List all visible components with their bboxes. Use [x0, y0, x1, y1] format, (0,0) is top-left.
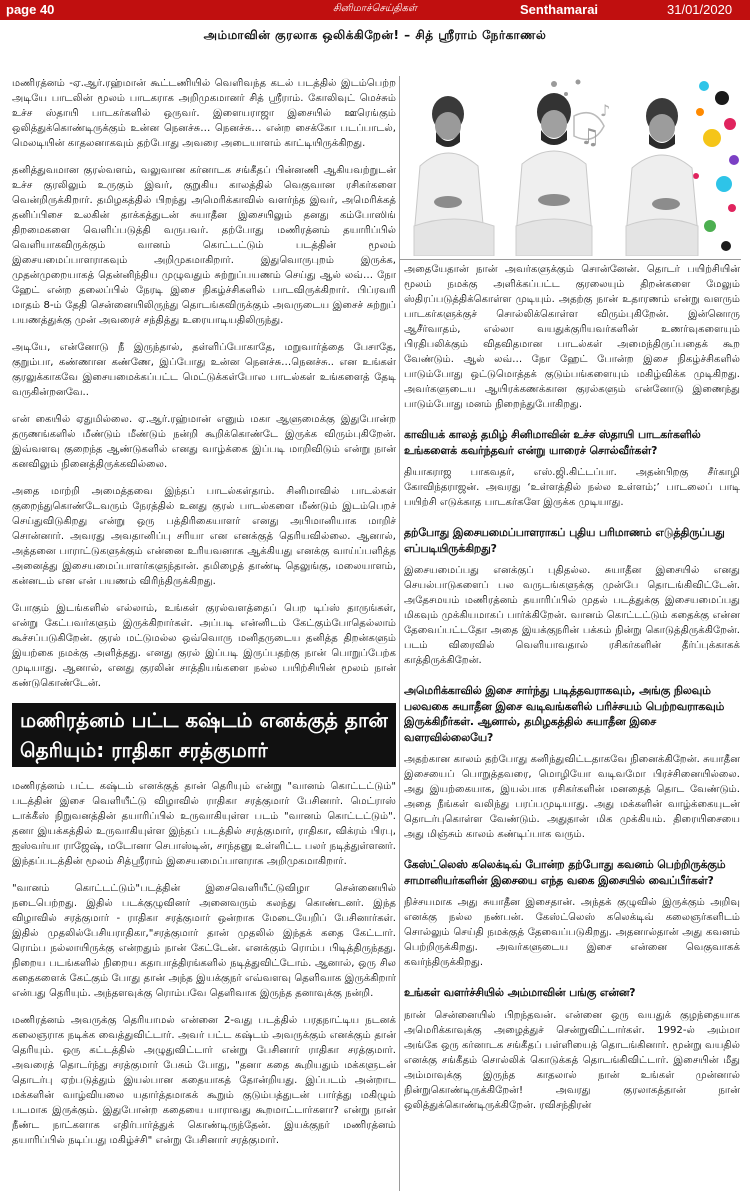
- body-paragraph: "வானம் கொட்டட்டும்"படத்தின் இசைவெளியீட்டுவிழா சென்னையில் நடைபெற்றது. இதில் படக்குழுவினர் அனைவரும் கலந்து கொண்டனர். இந்த விழாவில் சரத்குமார் - ராதிகா சரத்குமார் ஒன்றாக மேடையேறிப் பேசினார்கள். இதில் முதலில்பேசியராதிகா,"சரத்குமார் தான் முதலில் இந்தக் கதை கேட்டார். ரொம்ப நல்லாயிருக்கு என்றதும் நான் கேட்டேன். எனக்கும் ரொம்ப பிடித்திருந்தது. நிறைய படங்களில் நிறைய கதாபாத்திரங்களில் நடித்துவிட்டோம். ஆனால், ஒரு சில கதைகளைக் கேட்கும் போது தான் அந்த இயக்குநர் எவ்வளவு தெளிவாக இருக்கிறார் என்பது தெரியும். அந்தளவுக்கு ரொம்பவே தெளிவாக இருந்த தனாவுக்கு நன்றி.: [12, 883, 396, 999]
- sub-article-headline: மணிரத்னம் பட்ட கஷ்டம் எனக்குத் தான் தெரியும்: ராதிகா சரத்குமார்: [12, 703, 396, 767]
- body-paragraph: என் கையில் ஏதுமில்லை. ஏ.ஆர்.ரஹ்மான் எனும் மகா ஆளுமைக்கு இதுபோன்ற தருணங்களில் மீண்டும் மீண்டும் நன்றி கூறிக்கொண்டே இருக்க விரும்புகிறேன். இவ்வளவு குறைந்த ஆண்டுகளில் எனது வாழ்க்கை இப்படி மாறிவிடும் என்று நான் கனவிலும் நினைத்திருக்கவில்லை.: [12, 414, 396, 470]
- body-paragraph: தனித்துவமான குரல்வளம், வலுவான கர்னாடக சங்கீதப் பின்னணி ஆகியவற்றுடன் உச்ச குரலிலும் உருகும் இவர், குறுகிய காலத்தில் வெகுவான ரசிகர்களை வென்றிருக்கிறார். தமிழகத்தில் பிறந்து அமெரிக்காவில் வளர்ந்த இவர், அமெரிக்கத் தனிப்பிசை உலகின் தாக்கத்துடன் சுயாதீன இசையிலும் தனது கம்போஸிங் திறமைகளை வெளிப்படுத்தி வருபவர். தற்போது மணிரத்னம் தயாரிப்பில் வெளியாகவிருக்கும் வானம் கொட்டட்டும் படத்தின் மூலம் இசையமைப்பாளராகவும் அறிமுகமாகிறார். இதுவொருபுறம் இருக்க, முதன்முறையாகத் தென்னிந்திய முழுவதும் சுற்றுப்பயணம் செய்து ஆல் லவ்… நோ ஹேட் என்ற தலைப்பில் நேரடி இசை நிகழ்ச்சிகளில் பாடவிருக்கிறார். பிப்ரவரி மாதம் 8-ம் தேதி சென்னையிலிருந்து தொடங்கவிருக்கும் அவருடைய இசைச் சுற்றுப் பயணத்துக்கு முன் அவரைச் சந்தித்து உரையாடியதிலிருந்து.: [12, 165, 396, 326]
- interview-answer: இசையமைப்பது எனக்குப் புதிதல்ல. சுயாதீன இசையில் எனது செயல்பாடுகளைப் பல வருடங்களுக்கு முன்பே தொடங்கிவிட்டேன். அதேசமயம் மணிரத்னம் தயாரிப்பில் முதல் படத்துக்கு இசையமைப்பது மிகவும் முக்கியமாகப் பார்க்கிறேன். வானம் கொட்டட்டும் கதைக்கு என்ன தேவைப்பட்டதோ அதை இயக்குநரின் பக்கம் நின்று கொடுத்திருக்கிறேன். படம் விரைவில் வெளியாவதால் ரசிகர்களின் தீர்ப்புக்காகக் காத்திருக்கிறேன்.: [404, 565, 740, 666]
- issue-date: 31/01/2020: [667, 2, 733, 17]
- interview-answer: அதற்கான காலம் தற்போது கனிந்துவிட்டதாகவே நினைக்கிறேன். சுயாதீன இசையைப் பொறுத்தவரை, மொழியோ வடிவமோ பிரச்சினையில்லை. அது இயற்கையாக, இயல்பாக ரசிகர்களின் மனதைத் தொட வேண்டும். அதை நீங்கள் வலிந்து பரப்பமுடியாது. அது மக்களின் வாழ்க்கையுடன் தொடர்புகொள்ள வேண்டும். அதுதான் மிக முக்கியம். திரையிசையை அது மிஞ்சும் காலம் கண்டிப்பாக வரும்.: [404, 754, 740, 840]
- interview-answer: தியாகராஜ பாகவதர், எஸ்.ஜி.கிட்டப்பா. அதன்பிறகு சீர்காழி கோவிந்தராஜன். அவரது ‘உள்ளத்தில் நல்ல உள்ளம்;’ பாடலைப் பாடி பயிற்சி எடுக்காத பாடகர்களே இருக்க முடியாது.: [404, 467, 740, 508]
- svg-text:♫: ♫: [580, 125, 600, 150]
- interview-question: அமெரிக்காவில் இசை சார்ந்து படித்தவராகவும், அங்கு நிலவும் பலவகை சுயாதீன இசை வடிவங்களில் பரிச்சயம் பெற்றவராகவும் இருக்கிறீர்கள். ஆனால், தமிழகத்தில் சுயாதீன இசை வளரவில்லையே?: [404, 684, 725, 744]
- interview-question: உங்கள் வளர்ச்சியில் அம்மாவின் பங்கு என்ன?: [404, 986, 636, 999]
- magazine-name: Senthamarai: [520, 2, 599, 17]
- body-paragraph: அடியே, என்னோடு நீ இருந்தால், தள்ளிப்போகாதே, மறுவார்த்தை பேசாதே, குறும்பா, கண்ணான கண்ணே, இப்போது உன்ன நெனச்சு…நெனச்சு.. என உங்கள் குரலுக்காகவே இசையமைக்கப்பட்ட மெட்டுக்கள்போல பாடல்கள் உங்களைத் தேடி வருகின்றனவே..: [12, 342, 396, 398]
- body-paragraph: அதையேதான் நான் அவர்களுக்கும் சொன்னேன். தொடர் பயிற்சியின் மூலம் நமக்கு அளிக்கப்பட்ட குரலையும் திறன்களை மேலும் ஸ்திரப்படுத்திக்கொள்ள முடியும். அதற்கு நான் உதாரணம் என்று வளரும் பாடகர்களுக்குச் சொல்லிக்கொள்ள விரும்புகிறேன். இன்னொரு ஆசீர்வாதம், எல்லா வயதுக்குரியவர்களின் உணர்வுகளையும் பிரதிபலிக்கும் விதவிதமான பாடல்கள் அமைந்திருப்பதைக் கூற வேண்டும். ஆல் லவ்… நோ ஹேட் போன்ற இசை நிகழ்ச்சிகளில் பாடும்போது ஒட்டுமொத்தக் குடும்பங்களையும் மகிழ்விக்க முடிகிறது. அவர்களுடைய ஆயிரக்கணக்கான குரல்களும் என்னோடு இணைந்து பாடும்போது மனம் நிறைந்துபோகிறது.: [404, 264, 740, 410]
- interview-question: தற்போது இசையமைப்பாளராகப் புதிய பரிமாணம் எடுத்திருப்பது எப்படியிருக்கிறது?: [404, 526, 725, 555]
- interview-question: காவியக் காலத் தமிழ் சினிமாவின் உச்ச ஸ்தாயி பாடகர்களில் உங்களைக் கவர்ந்தவர் என்று யாரைச் சொல்வீர்கள்?: [404, 428, 701, 457]
- photo-rule: [400, 259, 741, 260]
- article-headline: அம்மாவின் குரலாக ஒலிக்கிறேன்! – சித் ஸ்ரீராம் நேர்காணல்: [203, 28, 547, 42]
- photo-illustration: [404, 76, 740, 256]
- section-title: சினிமாச்செய்திகள்: [332, 3, 418, 14]
- body-paragraph: மணிரத்னம் அவருக்கு தெரியாமல் என்னை 2-வது படத்தில் பரதநாட்டிய நடனக் கலைஞராக நடிக்க வைத்துவிட்டார். அவர் பட்ட கஷ்டம் அவருக்கும் எனக்கும் தான் தெரியும். ஒரு கட்டத்தில் அழுதுவிட்டார் என்று பேசினார் ராதிகா சரத்குமார். அவரைத் தொடர்ந்து சரத்குமார் பேசும் போது, "தனா கதை கூறியதும் மக்களுடன் தொடர்பு ஏற்படுத்தும் இயல்பான கதையாகத் தோன்றியது. இப்படம் அன்றாட மக்களின் வாழ்வியலை யதார்த்தமாகக் கூறும் குடும்பத்துடன் பார்த்து மகிழும் படமாக இருக்கும். இதுபோன்ற கதையை யாராவது கூறமாட்டார்களா? என்று நான் நீண்ட நாட்களாக எதிர்பார்த்துக் கொண்டிருந்தேன். இயக்குநர் மணிரத்னம் தயாரிப்பில் நடிப்பது மகிழ்ச்சி" என்று பேசினார் சரத்குமார்.: [12, 1015, 396, 1146]
- sid-sriram-photo: [404, 76, 740, 256]
- interview-answer: நிச்சயமாக அது சுயாதீன இசைதான். அந்தக் குழுவில் இருக்கும் அறிவு எனக்கு நல்ல நண்பன். கேஸ்ட்லெஸ் கலெக்டிவ் கலைஞர்களிடம் சொல்லும் செய்தி நமக்குத் தேவைப்படுகிறது. அதனால்தான் அது கவனம் பெற்றிருக்கிறது. அவர்களுடைய இசை என்னை வெகுவாகக் கவர்ந்திருக்கிறது.: [404, 897, 740, 968]
- body-paragraph: போகும் இடங்களில் எல்லாம், உங்கள் குரல்வளத்தைப் பெற டிப்ஸ் தாருங்கள், என்று கேட்பவர்களும் இருக்கிறார்கள். அப்படி என்னிடம் கேட்கும்போதெல்லாம் கூச்சப்படுகிறேன். குரல் மட்டுமல்ல ஒவ்வொரு மனிதருடைய தனித்த திறன்களும் இயற்கை நமக்கு அளித்தது. எனது குரல் இப்படி இருப்பதற்கு நான் பொறுப்பேற்க முடியாது. ஆனால், எனது குரலின் சாத்தியங்களை நல்ல பயிற்சியின் மூலம் நான் கண்டுகொண்டேன்.: [12, 603, 396, 689]
- right-column: [404, 262, 740, 1194]
- body-paragraph: மணிரத்னம் பட்ட கஷ்டம் எனக்குத் தான் தெரியும் என்று "வானம் கொட்டட்டும்" படத்தின் இசை வெளியீட்டு விழாவில் ராதிகா சரத்குமார் பேசினார். மெட்ராஸ் டாக்கீஸ் நிறுவனத்தின் தயாரிப்பில் உருவாகியுள்ள படம் "வானம் கொட்டட்டும்". தனா இயக்கத்தில் உருவாகியுள்ள இந்தப் படத்தில் சரத்குமார், ராதிகா, விக்ரம் பிரபு, ஐஸ்வர்யா ராஜேஷ், மடோனா செபாஸ்டின், சாந்தனு உள்ளிட்ட பலர் நடித்துள்ளனர். இந்தப்படத்தின் மூலம் சித்ஸ்ரீராம் இசையமைப்பாளராக அறிமுகமாகிறார்.: [12, 781, 396, 867]
- interview-question: கேஸ்ட்லெஸ் கலெக்டிவ் போன்ற தற்போது கவனம் பெற்றிருக்கும் சாமானியர்களின் இசையை எந்த வகை இசையில் வைப்பீர்கள்?: [404, 858, 726, 887]
- page-number: page 40: [6, 2, 55, 17]
- left-column: [12, 76, 396, 1194]
- interview-answer: நான் சென்னையில் பிறந்தவன். என்னை ஒரு வயதுக் குழந்தையாக அமெரிக்காவுக்கு அழைத்துச் சென்றுவிட்டார்கள். 1992-ல் அம்மா அங்கே ஒரு கர்னாடக சங்கீதப் பள்ளியைத் தொடங்கினார். மூன்று வயதில் எனக்கு சங்கீதம் சொல்லிக் கொடுக்கத் தொடங்கிவிட்டார். இசையின் மீது அம்மாவுக்கு இருந்த காதலால் நான் உங்கள் முன்னால் நின்றுகொண்டிருக்கிறேன்! அவரது குரலாகத்தான் நான் ஒலித்துக்கொண்டிருக்கிறேன். ரவிசந்திரன்: [404, 1009, 740, 1111]
- body-paragraph: அதை மாற்றி அமைத்தவை இந்தப் பாடல்கள்தாம். சினிமாவில் பாடல்கள் குறைந்துகொண்டேவரும் நேரத்தில் உனது குரல் பாடல்களை மீண்டும் இடம்பெறச் செய்துவிடுகிறது என்று ஒரு பத்திரிகையாளர் எனது அபிமானியாக மாறிச் சொன்னார். அவரது அவதானிப்பு சரியா என எனக்குத் தெரியவில்லை. ஆனால், அத்தனை பாராட்டுகளுக்கும் என்னை உரியவனாக ஆக்கியது எனக்கு வாய்ப்பளித்த அனைத்து இசையமைப்பாளர்களுந்தான். தமிழைத் தாண்டி தெலுங்கு, மலையாளம், கன்னடம் என என் பயணம் விரிந்திருக்கிறது.: [12, 486, 396, 587]
- svg-text:♪: ♪: [600, 101, 611, 120]
- column-divider: [399, 76, 400, 1191]
- page-header-bar: [0, 0, 750, 20]
- body-paragraph: மணிரத்னம் -ஏ.ஆர்.ரஹ்மான் கூட்டணியில் வெளிவந்த கடல் படத்தில் இடம்பெற்ற அடியே பாடலின் மூலம் பாடகராக அறிமுகமானர் சித் ஸ்ரீராம். கோலிவுட் மெச்சும் உச்ச ஸ்தாயி பாடகர்களில் ஒருவர். இளையராஜா இசையில் ஊரெங்கும் ஒலித்துக்கொண்டிருக்கும் உன்ன நெனச்சு… நெனச்சு… என்ற சைக்கோ படப்பாடல், மெலடியின் காதலனாகவும் தற்போது அவரை அடையாளம் காட்டியிருக்கிறது.: [12, 78, 396, 149]
